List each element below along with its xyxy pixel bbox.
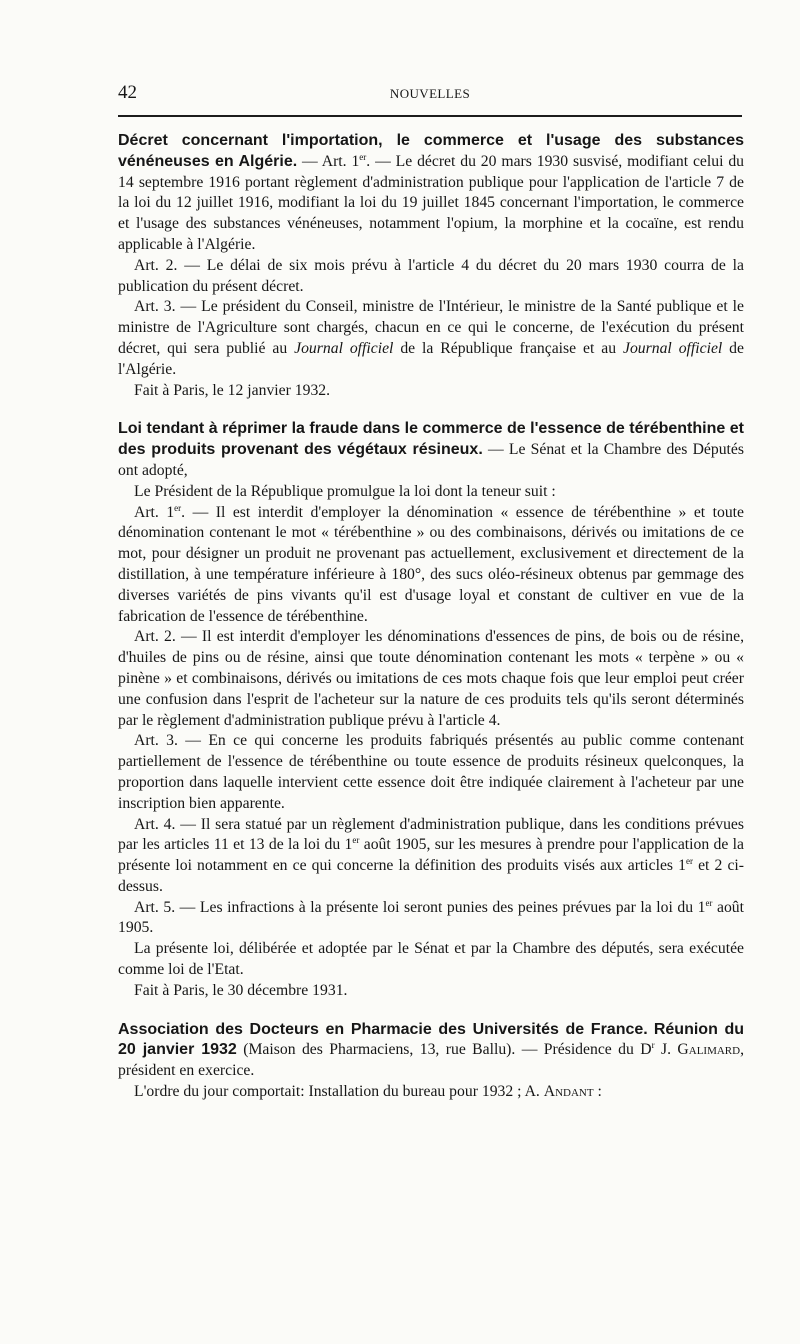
journal-title: Journal officiel [294,339,394,357]
page-content [118,131,744,1103]
paragraph: Art. 3. — En ce qui concerne les produits fabriqués présentés au public comme contenant partiellement de l'essence de térébenthine ou toute essence de produits résineux quelconques, la proportion dans laquelle intervient cette essence doit être indiquée clairement à l'acheteur par une inscription bien apparente. [118,732,744,812]
paragraph: Décret concernant l'importation, le commerce et l'usage des substances vénéneuses en Algérie. — Art. 1er. — Le décret du 20 mars 1930 susvisé, modifiant celui du 14 septembre 1916 portant règlement d'administration publique pour l'application de l'article 7 de la loi du 12 juillet 1916, modifiant la loi du 19 juillet 1845 concernant l'importation, le commerce et l'usage des substances vénéneuses, notamment l'opium, la morphine et la cocaïne, est rendu applicable à l'Algérie. [118,132,745,253]
signature-line: Fait à Paris, le 12 janvier 1932. [134,381,331,399]
paragraph: L'ordre du jour comportait: Installation du bureau pour 1932 ; A. Andant : [134,1083,602,1101]
section-title: Association des Docteurs en Pharmacie des Universités de France. [118,1020,648,1038]
page-number: 42 [118,82,137,103]
paragraph: Association des Docteurs en Pharmacie des Universités de France. Réunion du 20 janvier 1932 (Maison des Pharmaciens, 13, rue Ballu). — Présidence du $D^r$ J. Galimard, président en exercice. [118,1020,745,1080]
paragraph: Art. 4. — Il sera statué par un règlement d'administration publique, dans les conditions prévues par les articles 11 et 13 de la loi du 1er août 1905, sur les mesures à prendre pour l'application de la présente loi notamment en ce qui concerne la définition des produits visés aux articles 1er et 2 ci-dessus. [118,815,744,895]
paragraph: Art. 5. — Les infractions à la présente loi seront punies des peines prévues par la loi du 1er août 1905. [118,897,744,937]
paragraph: Art. 2. — Le délai de six mois prévu à l'article 4 du décret du 20 mars 1930 courra de la publication du présent décret. [118,256,744,295]
section-association [118,1020,744,1103]
section-title: Décret concernant l'importation, le commerce et l'usage des substances vénéneuses en Algérie. [118,132,744,170]
paragraph: La présente loi, délibérée et adoptée par le Sénat et par la Chambre des députés, sera exécutée comme loi de l'Etat. [118,940,744,979]
paragraph: Art. 2. — Il est interdit d'employer les dénominations d'essences de pins, de bois ou de résine, d'huiles de pins ou de résine, ainsi que toute dénomination contenant les mots « terpène » ou « pinène » et combinaisons, dérivés ou imitations de ces mots chaque fois que leur emploi peut créer une confusion dans l'esprit de l'acheteur sur la nature de ces produits tels qu'ils seront déterminés par le règlement d'administration publique prévu à l'article 4. [118,628,744,729]
paragraph: Loi tendant à réprimer la fraude dans le commerce de l'essence de térébenthine et des produits provenant des végétaux résineux. — Le Sénat et la Chambre des Députés ont adopté, [118,420,744,479]
paragraph: Art. 3. — Le président du Conseil, ministre de l'Intérieur, le ministre de la Santé publique et le ministre de l'Agriculture sont chargés, chacun en ce qui le concerne, de l'exécution du présent décret, qui sera publié au Journal officiel de la République française et au Journal officiel de l'Algérie. [118,298,744,378]
section-title: Loi tendant à réprimer la fraude dans le commerce de l'essence de térébenthine et des produits provenant des végétaux résineux. [118,420,744,459]
meeting-label: Réunion du 20 janvier 1932 [118,1020,745,1059]
paragraph: Art. 1er. — Il est interdit d'employer la dénomination « essence de térébenthine » et toute dénomination contenant le mot « térébenthine » ou des combinaisons, dérivés ou imitations de ce mot, pour désigner un produit ne provenant pas actuellement, exclusivement et directement de la distillation, à une température inférieure à 180°, des sucs oléo-résineux obtenus par gemmage des diverses variétés de pins vivants qu'il est d'usage loyal et constant de cultiver en vue de la fabrication de l'essence de térébenthine. [118,502,744,625]
signature-line: Fait à Paris, le 30 décembre 1931. [134,981,348,999]
paragraph: Le Président de la République promulgue la loi dont la teneur suit : [134,482,556,500]
header-rule [118,115,742,117]
journal-title: Journal officiel [622,339,723,357]
person-name: Andant [543,1083,594,1101]
section-loi-terebenthine [118,419,744,1001]
section-decret-algerie [118,131,744,401]
page-header [118,82,742,106]
running-head: NOUVELLES [389,86,471,101]
person-name: J. Galimard [654,1041,741,1059]
